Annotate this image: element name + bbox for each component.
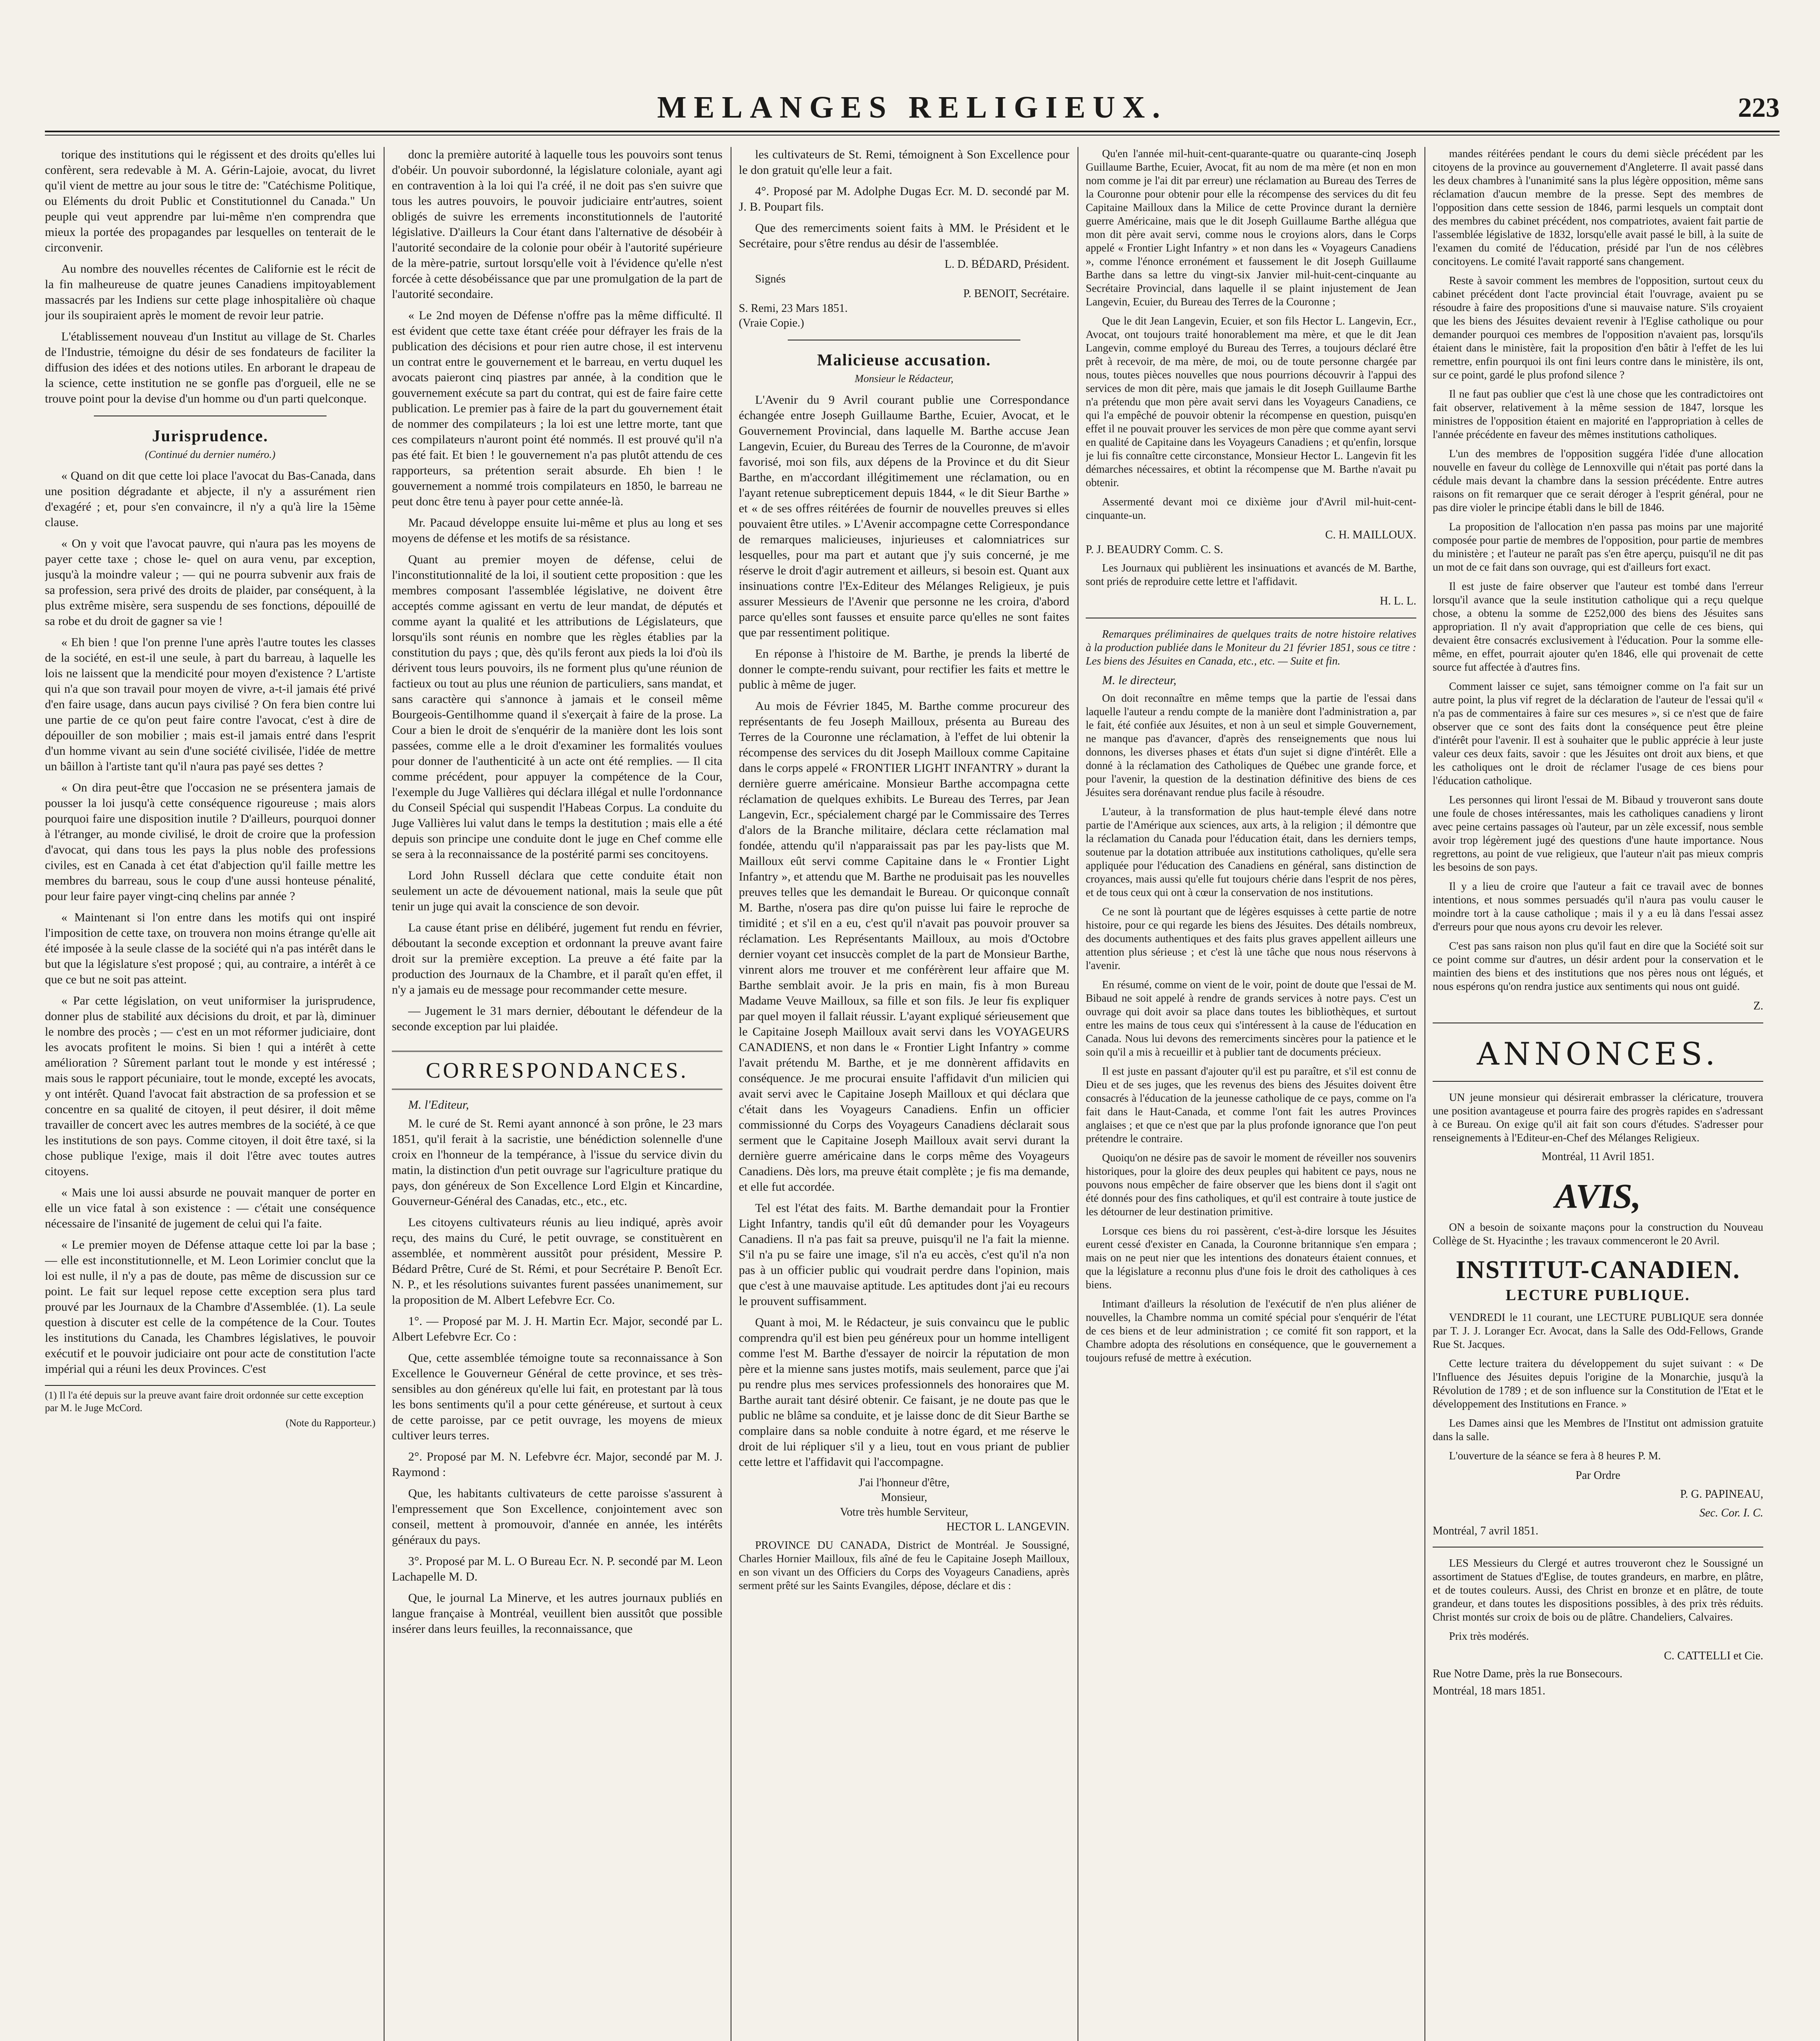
column-divider bbox=[1424, 147, 1425, 2041]
article-paragraph: Quant à moi, M. le Rédacteur, je suis convaincu que le public comprendra qu'il est bien peu généreux pour un homme intelligent comme l'est M. Barthe d'essayer de noircir la réputation de mon père et la mienne sans justes motifs, mais seulement, parce que j'ai pu rendre plus mes services professionnels des honoraires que M. Barthe aurait tant désiré obtenir. Ce faisant, je ne doute pas que le public ne blâme sa conduite, et je laisse donc de dit Sieur Barthe se complaire dans sa noble conduite à notre égard, et me réserve le droit de lui répliquer s'il y a lieu, tout en vous priant de publier cette lettre et l'affidavit qui l'accompagne. bbox=[739, 1316, 1069, 1469]
section-rule bbox=[1433, 1081, 1763, 1082]
article-paragraph: « Mais une loi aussi absurde ne pouvait manquer de porter en elle un vice fatal à son existence : — c'était une conséquence nécessaire de l'insanité de jugement de celui qui l'a faite. bbox=[45, 1186, 376, 1230]
section-heading-malicieuse-accusation: Malicieuse accusation. bbox=[817, 351, 991, 369]
article-paragraph: M. le curé de St. Remi ayant annoncé à son prône, le 23 mars 1851, qu'il ferait à la sacristie, une bénédiction solennelle d'une croix en l'honneur de la tempérance, à l'issue du service divin du matin, la distinction d'un petit ouvrage sur l'agriculture pratique du pays, don généreux de Son Excellence Lord Elgin et Kincardine, Gouverneur-Général des Canadas, etc., etc., etc. bbox=[392, 1117, 722, 1208]
resolution-paragraph: 2°. Proposé par M. N. Lefebvre écr. Major, secondé par M. J. Raymond : bbox=[392, 1450, 722, 1479]
article-paragraph: Tel est l'état des faits. M. Barthe demandait pour la Frontier Light Infantry, tandis qu'il eût dû demander pour les Voyageurs Canadiens. Il n'a pas fait sa preuve, puisqu'il ne l'a fait la mienne. S'il n'a pu se faire une image, s'il n'a eu accès, c'est qu'il n'a non pas à un officier public qui voudrait perdre dans l'opinion, mais que c'est à une mauvaise aptitude. Les aptitudes dont j'ai eu recours le prouvent suffisamment. bbox=[739, 1201, 1069, 1308]
article-paragraph: Ce ne sont là pourtant que de légères esquisses à cette partie de notre histoire, pour ce qui regarde les biens des Jésuites. Des détails nombreux, des documents authentiques et des faits plus graves appellent ailleurs une attention plus sérieuse ; et c'est là une tâche que nous nous réservons à l'avenir. bbox=[1086, 905, 1416, 972]
institut-canadien-heading: INSTITUT-CANADIEN. bbox=[1456, 1256, 1740, 1284]
closing-block bbox=[739, 1476, 1069, 1534]
classified-ad: LES Messieurs du Clergé et autres trouveront chez le Soussigné un assortiment de Statues d'Eglise, de toutes grandeurs, en marbre, en plâtre, et de toutes couleurs. Aussi, des Christ en bronze et en plâtre, de toute grandeur, et dans toutes les dispositions possibles, à des prix très réduits. Christ montés sur croix de bois ou de plâtre. Chandeliers, Calvaires. bbox=[1433, 1557, 1763, 1623]
article-paragraph: L'Avenir du 9 Avril courant publie une Correspondance échangée entre Joseph Guillaume Barthe, Ecuier, Avocat, et le Gouvernement Provincial, dans laquelle M. Barthe accuse Jean Langevin, Ecuier, du Bureau des Terres de la Couronne, de m'avoir favorisé, moi son fils, aux dépens de la Province et du dit Sieur Barthe, en m'accordant illégitimement une réclamation, ou en l'ayant retenue subrepticement depuis 1844, « le dit Sieur Barthe » et « de ses offres réitérées de fournir de nouvelles preuves si elles pouvaient être utiles. » L'Avenir accompagne cette Correspondance de remarques malicieuses, injurieuses et calomniatrices sur lesquelles, pour ma part et autant que j'y suis concerné, je me réserve le droit d'agir autrement et ailleurs, si besoin est. Quant aux insinuations contre l'Ex-Editeur des Mélanges Religieux, je puis assurer Messieurs de l'Avenir que personne ne les croira, d'abord parce qu'elles sont fausses et ensuite parce qu'elles ne sont faites que par ressentiment politique. bbox=[739, 393, 1069, 639]
article-paragraph: « Par cette législation, on veut uniformiser la jurisprudence, donner plus de stabilité aux décisions du droit, et par là, diminuer le nombre des procès ; — c'est en un mot réformer judiciaire, dont les avocats profitent le moins. Si bien ! qui a intérêt à cette amélioration ? Sûrement parlant tout le monde y est intéressé ; mais sous le rapport pécuniaire, tout le monde, excepté les avocats, y ont intérêt. Quand l'avocat fait abstraction de sa profession et se concentre en sa qualité de citoyen, il peut désirer, il doit même travailler de concert avec les autres membres de la société, à ce que les institutions de son pays. Comme citoyen, il doit être taxé, si la chose publique l'exige, mais il doit l'être avec toutes autres citoyens. bbox=[45, 994, 376, 1178]
resolution-paragraph: Que, cette assemblée témoigne toute sa reconnaissance à Son Excellence le Gouverneur Général de cette province, et ses très-sensibles au don généreux qu'elle lui fait, en protestant par là tous les bons sentiments qu'il a pour cette généreuse, et surtout à ceux de cette paroisse, par ce petit ouvrage, les moyens de mieux cultiver leurs terres. bbox=[392, 1351, 722, 1442]
article-paragraph: Au mois de Février 1845, M. Barthe comme procureur des représentants de feu Joseph Mailloux, présenta au Bureau des Terres de la Couronne une réclamation, à l'effet de lui obtenir la récompense des services du dit Joseph Mailloux comme Capitaine dans le corps appelé « FRONTIER LIGHT INFANTRY » durant la dernière guerre américaine. Monsieur Barthe accompagna cette réclamation de quelques exhibits. Le Bureau des Terres, par Jean Langevin, Ecr., spécialement chargé par le Commissaire des Terres d'alors de la Branche militaire, déclara cette réclamation mal fondée, attendu qu'il n'apparaissait pas par les pay-lists que M. Mailloux eût servi comme Capitaine dans le « Frontier Light Infantry », et attendu que M. Barthe ne produisait pas les nouvelles preuves telles que les demandait le Bureau. Or quiconque connaît M. Barthe, n'osera pas dire qu'on puisse lui faire le reproche de timidité ; et s'il en a eu, c'est qu'il n'avait pas pouvoir prouver sa réclamation. Les Représentants Mailloux, au mois d'Octobre dernier voyant cet insuccès complet de la part de Monsieur Barthe, vinrent alors me trouver et me conférèrent leur affaire que M. Barthe semblait avoir. Je la pris en main, fis à mon Bureau Madame Veuve Mailloux, sa fille et son fils. Je leur fis expliquer par quel moyen il fallait réussir. L'ayant expliqué sérieusement que le Capitaine Joseph Mailloux avait servi dans les VOYAGEURS CANADIENS, et non dans le « Frontier Light Infantry » comme l'avait prétendu M. Barthe, et je me donnèrent affidavits en conséquence. Je me procurai ensuite l'affidavit d'un milicien qui avait servi avec le Capitaine Joseph Mailloux et qui déclara que c'était dans les Voyageurs Canadiens. Enfin un officier commissionné du Corps des Voyageurs Canadiens déclarait sous serment que le Capitaine Joseph Mailloux avait servi durant la dernière guerre américaine dans le corps même des Voyageurs Canadiens. Dès lors, ma preuve était complète ; je fis ma demande, et elle fut accordée. bbox=[739, 699, 1069, 1194]
article-paragraph: Les personnes qui liront l'essai de M. Bibaud y trouveront sans doute une foule de choses intéressantes, mais les catholiques canadiens y liront avec peine certains passages où l'auteur, par un zèle excessif, nous semble avoir trop légèrement jugé des questions d'une haute importance. Nous regrettons, au point de vue religieux, que l'auteur n'ait pas mieux compris les besoins de son pays. bbox=[1433, 794, 1763, 873]
article-paragraph: donc la première autorité à laquelle tous les pouvoirs sont tenus d'obéir. Un pouvoir subordonné, la législature coloniale, ayant agi en contravention à la loi qui l'a créé, il ne doit pas s'en suivre que tous les autres pouvoirs, le pouvoir judiciaire entr'autres, soient obligés de suivre les errements inconstitutionnels de l'autorité législative. D'ailleurs la Cour étant dans l'alternative de désobéir à l'autorité secondaire de la colonie pour obéir à l'autorité supérieure de la mère-patrie, surtout lorsqu'elle voit à l'évidence qu'elle n'est forcée à cette désobéissance que par une promulgation de la part de l'autorité secondaire. bbox=[392, 148, 722, 301]
signature-copy-note: (Vraie Copie.) bbox=[739, 317, 804, 329]
section-heading-jurisprudence: Jurisprudence. bbox=[152, 427, 269, 445]
affidavit-paragraph: Que le dit Jean Langevin, Ecuier, et son fils Hector L. Langevin, Ecr., Avocat, ont toujours traité honorablement ma mère, et que le dit Jean Langevin, comme employé du Bureau des Terres, a toujours déclaré être prêt à recevoir, de ma mère, de moi, ou de toute personne chargée par nous, toutes pièces nouvelles que nous pourrions découvrir à l'appui des services de mon dit père, mais que jamais le dit Joseph Guillaume Barthe n'a prétendu que mon père avait servi dans les Voyageurs Canadiens, ce qui l'a empêché de pouvoir obtenir la récompense en question, puisqu'en effet il ne pouvait prouver les services de mon père que comme ayant servi en qualité de Capitaine dans les Voyageurs Canadiens ; et qu'enfin, lorsque je lui fis connaître cette circonstance, Monsieur Hector L. Langevin fit les démarches nécessaires, et obtint la récompense que M. Barthe n'avait pu obtenir. bbox=[1086, 315, 1416, 489]
article-paragraph: En résumé, comme on vient de le voir, point de doute que l'essai de M. Bibaud ne soit appelé à rendre de grands services à notre pays. C'est un ouvrage qui doit avoir sa place dans toutes les bibliothèques, et surtout entre les mains de tous ceux qui s'intéressent à la cause de l'éducation en Canada. Nous lui devons des remerciments sincères pour la patience et le soin qu'il a mis à recueillir et à publier tant de documents précieux. bbox=[1086, 978, 1416, 1058]
resolution-paragraph: Que, le journal La Minerve, et les autres journaux publiés en langue française à Montréal, veuillent bien aussitôt que possible insérer dans leurs feuilles, la reconnaissance, que bbox=[392, 1591, 722, 1636]
affidavit-paragraph: PROVINCE DU CANADA, District de Montréal. Je Soussigné, Charles Hornier Mailloux, fils aîné de feu le Capitaine Joseph Mailloux, en son vivant un des Officiers du Corps des Voyageurs Canadiens, après serment prêté sur les Saints Evangiles, dépose, déclare et dis : bbox=[739, 1539, 1069, 1592]
page-number: 223 bbox=[1738, 92, 1780, 123]
classified-ad: Cette lecture traitera du développement du sujet suivant : « De l'Influence des Jésuites depuis l'origine de la Monarchie, jusqu'à la Révolution de 1789 ; et de son influence sur la Constitution de l'Etat et le développement des Institutions en France. » bbox=[1433, 1357, 1763, 1410]
article-paragraph: On doit reconnaître en même temps que la partie de l'essai dans laquelle l'auteur a rendu compte de la manière dont l'administration a, par le fait, été confiée aux Jésuites, et non à un seul et simple Gouvernement, ne manque pas d'avancer, d'après des renseignements que nous lui donnons, les diverses phases et états d'un sujet si digne d'intérêt. Elle a donné à la réclamation des Catholiques de Québec une grande force, et pour l'avenir, la question de la destination définitive des biens de ces Jésuites sera dorénavant rendue plus facile à résoudre. bbox=[1086, 692, 1416, 798]
intro-paragraph: Au nombre des nouvelles récentes de Californie est le récit de la fin malheureuse de quatre jeunes Canadiens impitoyablement massacrés par les Indiens sur cette plage inhospitalière où chaque jour ils soupiraient après le moment de revoir leur patrie. bbox=[45, 262, 376, 322]
affidavit-signatures bbox=[1086, 528, 1416, 557]
intro-paragraph: L'établissement nouveau d'un Institut au village de St. Charles de l'Industrie, témoigne du désir de ses fondateurs de faciliter la diffusion des idées et des notions utiles. En arborant le drapeau de la science, cette institution ne se gonfle pas d'orgueil, elle ne se trouve point pour la devise d'un homme ou d'un parti quelconque. bbox=[45, 330, 376, 405]
article-paragraph: Mr. Pacaud développe ensuite lui-même et plus au long et ses moyens de défense et les motifs de sa résistance. bbox=[392, 516, 722, 545]
classified-ad: Les Dames ainsi que les Membres de l'Institut ont admission gratuite dans la salle. bbox=[1433, 1417, 1763, 1443]
column-2 bbox=[392, 147, 722, 2041]
ad-date: Montréal, 18 mars 1851. bbox=[1433, 1685, 1546, 1697]
article-paragraph: Lorsque ces biens du roi passèrent, c'est-à-dire lorsque les Jésuites eurent cessé d'exister en Canada, la Couronne britannique s'en empara ; mais on ne peut nier que les intentions des donateurs étaient connues, et que la législature a reconnu plus d'une fois le droit des catholiques à ces biens. bbox=[1086, 1225, 1416, 1291]
article-paragraph: C'est pas sans raison non plus qu'il faut en dire que la Société soit sur ce point comme sur d'autres, un désir ardent pour la conservation et le maintien des biens et des institutions que nos pères nous ont légués, et nous espérons qu'on rendra justice aux sentiments qui nous ont guidé. bbox=[1433, 940, 1763, 992]
column-4 bbox=[1086, 147, 1416, 2041]
footnote-text: (1) Il l'a été depuis sur la preuve avant faire droit ordonnée sur cette exception par M. le Juge McCord. bbox=[45, 1390, 364, 1414]
ad-order-line: Par Ordre bbox=[1576, 1469, 1620, 1482]
section-heading-correspondances: CORRESPONDANCES. bbox=[392, 1051, 722, 1090]
article-paragraph: mandes réitérées pendant le cours du demi siècle précédent par les citoyens de la province au gouvernement d'Angleterre. Il avait passé dans les deux chambres à l'unanimité sans la plus légère opposition, même sans réclamation d'aucun membre de la presse. Sept des membres de l'opposition dans cette session de 1846, parmi lesquels un comptait dont des membres du cabinet précédent, nos compatriotes, avaient fait partie de l'assemblée législative de 1832, lorsqu'elle avait passé le bill, à la suite de l'examen du comité de l'éducation, présidé par l'un de nos célèbres concitoyens. Le comité l'avait rapporté sans changement. bbox=[1433, 147, 1763, 267]
article-paragraph: « Le 2nd moyen de Défense n'offre pas la même difficulté. Il est évident que cette taxe étant créée pour défrayer les frais de la publication des décisions et pour rien autre chose, il est intervenu un contrat entre le gouvernement et le barreau, en vertu duquel les avocats paieront cinq piastres par année, à la condition que le gouvernement exécute sa part du contrat, qui est de faire faire cette publication. Le premier pas à faire de la part du gouvernement était de nommer des compilateurs ; la loi est une lettre morte, tant que ces compilateurs n'auront point été nommés. Il est prouvé qu'il n'a pas été fait. Et bien ! le gouvernement n'a pas plutôt attendu de ces rapporteurs, sa prétention serait absurde. Eh bien ! le gouvernement a nommé trois compilateurs en 1850, le barreau ne peut donc être tenu à payer pour cette année-là. bbox=[392, 309, 722, 508]
newspaper-title: MELANGES RELIGIEUX. bbox=[657, 90, 1167, 125]
column-3 bbox=[739, 147, 1069, 2041]
article-paragraph: — Jugement le 31 mars dernier, déboutant le défendeur de la seconde exception par lui plaidée. bbox=[392, 1004, 722, 1033]
article-paragraph: « Quand on dit que cette loi place l'avocat du Bas-Canada, dans une position dégradante et abjecte, il n'y a assurément rien d'exagéré ; et, pour s'en convaincre, il n'y a qu'à lire la 15ème clause. bbox=[45, 469, 376, 529]
classified-ad: ON a besoin de soixante maçons pour la construction du Nouveau Collège de St. Hyacinthe ; les travaux commenceront le 20 Avril. bbox=[1433, 1221, 1763, 1247]
article-paragraph: La cause étant prise en délibéré, jugement fut rendu en février, déboutant la seconde exception et ordonnant la preuve avant faire droit sur la première exception. La preuve a été faite par la production des Journaux de la Chambre, et il paraît qu'en effet, il n'y a jamais eu de message pour recommander cette mesure. bbox=[392, 921, 722, 996]
signature-label: Signés bbox=[755, 273, 786, 285]
article-paragraph: Il y a lieu de croire que l'auteur a fait ce travail avec de bonnes intentions, et nous sommes persuadés qu'il n'aura pas voulu causer le moindre tort à la cause catholique ; mais il y a eu là dans l'essai assez d'erreurs pour que nous ayons cru devoir les relever. bbox=[1433, 880, 1763, 933]
salutation: M. l'Editeur, bbox=[408, 1098, 469, 1112]
ad-signature-title: Sec. Cor. I. C. bbox=[1699, 1507, 1763, 1519]
notice-paragraph: Les Journaux qui publièrent les insinuations et avancés de M. Barthe, sont priés de reproduire cette lettre et l'affidavit. bbox=[1086, 562, 1416, 587]
commissioner-signature: P. J. BEAUDRY Comm. C. S. bbox=[1086, 543, 1223, 556]
article-paragraph: En réponse à l'histoire de M. Barthe, je prends la liberté de donner le compte-rendu suivant, pour rectifier les faits et mettre le public à même de juger. bbox=[739, 647, 1069, 691]
article-paragraph: Comment laisser ce sujet, sans témoigner comme on l'a fait sur un autre point, la plus vif regret de la déclaration de l'auteur de l'essai qu'il « n'a pas de commentaires à faire sur ces mesures », si ce n'est que de faire observer que ce sont des faits dont la conséquence peut être pleine d'intérêt pour l'avenir. Il est à souhaiter que le public apprécie à leur juste valeur ces deux faits, savoir : que les Jésuites ont droit aux biens, et que les catholiques ont le droit de réclamer l'usage de ces biens pour l'éducation catholique. bbox=[1433, 680, 1763, 787]
section-heading-avis: AVIS, bbox=[1555, 1176, 1641, 1216]
resolution-paragraph: 3°. Proposé par M. L. O Bureau Ecr. N. P. secondé par M. Leon Lachapelle M. D. bbox=[392, 1554, 722, 1583]
ad-date: Montréal, 7 avril 1851. bbox=[1433, 1525, 1538, 1537]
classified-ad: UN jeune monsieur qui désirerait embrasser la cléricature, trouvera une position avantageuse et pourra faire des progrès rapides en s'adressant à ce Bureau. On exige qu'il ait fait son cours d'études. S'adresser pour renseignements à l'Editeur-en-Chef des Mélanges Religieux. bbox=[1433, 1091, 1763, 1144]
signature-block bbox=[739, 257, 1069, 331]
section-subheading: Monsieur le Rédacteur, bbox=[855, 373, 953, 385]
signature-date: S. Remi, 23 Mars 1851. bbox=[739, 302, 848, 315]
resolution-paragraph: 4°. Proposé par M. Adolphe Dugas Ecr. M. D. secondé par M. J. B. Poupart fils. bbox=[739, 185, 1069, 213]
article-paragraph: L'auteur, à la transformation de plus haut-temple élevé dans notre partie de l'Amérique aux sciences, aux arts, à la religion ; il démontre que la réclamation du Canada pour l'éducation était, dans les derniers temps, soutenue par la dotation attribuée aux institutions catholiques, qu'elle sera appliquée pour l'éducation des Canadiens en général, sans distinction de croyances, mais aussi qu'elle fut toujours chérie dans l'esprit de nos pères, et de tous ceux qui ont à cœur la conservation de nos institutions. bbox=[1086, 805, 1416, 898]
closing-line: Votre très humble Serviteur, bbox=[840, 1506, 969, 1519]
article-paragraph: « On y voit que l'avocat pauvre, qui n'aura pas les moyens de payer cette taxe ; chose le- quel on aura venu, par exception, jusqu'à la moindre valeur ; — qui ne pourra subvenir aux frais de sa profession, sera privé des droits de plaider, par conséquent, à la plus extrême misère, sera suspendu de ses fonctions, dépouillé de sa robe et du droit de gagner sa vie ! bbox=[45, 537, 376, 628]
column-1 bbox=[45, 147, 376, 2041]
closing-line: Monsieur, bbox=[881, 1491, 927, 1504]
article-paragraph: L'un des membres de l'opposition suggéra l'idée d'une allocation nouvelle en faveur du collège de Lennoxville qui n'était pas porté dans la cédule mais devant la chambre dans la session précédente. Entre autres raisons on fit remarquer que ce serait déroger à l'esprit général, pour ne pas dire violer le principe établi dans le bill de 1846. bbox=[1433, 447, 1763, 514]
signature-line: P. BENOIT, Secrétaire. bbox=[963, 287, 1069, 300]
ad-date: Montréal, 11 Avril 1851. bbox=[1541, 1150, 1655, 1163]
article-paragraph: Intimant d'ailleurs la résolution de l'exécutif de n'en plus aliéner de nouvelles, la Chambre nomma un comité spécial pour s'enquérir de l'état de ces biens et de leur administration ; ce comité fit son rapport, et la Chambre adopta des résolutions en conséquence, que le gouvernement a toujours refusé de mettre à exécution. bbox=[1086, 1298, 1416, 1364]
affidavit-signature: C. H. MAILLOUX. bbox=[1325, 529, 1416, 541]
masthead bbox=[45, 86, 1780, 135]
lecture-publique-heading: LECTURE PUBLIQUE. bbox=[1505, 1287, 1691, 1304]
article-paragraph: Lord John Russell déclara que cette conduite était non seulement un acte de dévouement national, mais la seule que pût tenir un juge qui avait la conscience de son devoir. bbox=[392, 869, 722, 913]
classified-ad: L'ouverture de la séance se fera à 8 heures P. M. bbox=[1449, 1450, 1661, 1462]
resolution-paragraph: 1°. — Proposé par M. J. H. Martin Ecr. Major, secondé par L. Albert Lefebvre Ecr. Co : bbox=[392, 1314, 722, 1343]
article-paragraph: « Eh bien ! que l'on prenne l'une après l'autre toutes les classes de la société, en est-il une seule, à part du barreau, à laquelle les lois ne laissent que la mendicité pour moyen d'existence ? L'artiste qui n'a que son travail pour moyen de vivre, a-t-il jamais été privé d'en faire usage, dans aucun pays civilisé ? On fera bien contre lui une partie de ce qu'on peut faire contre l'avocat, c'est à dire de dépouiller de son mobilier ; mais est-il jamais entré dans l'esprit d'un homme vivant au sein d'une société civilisée, l'idée de mettre un bâillon à l'artiste tant qu'il n'aura pas payé ses dettes ? bbox=[45, 636, 376, 773]
resolution-paragraph: les cultivateurs de St. Remi, témoignent à Son Excellence pour le don gratuit qu'elle leur a fait. bbox=[739, 148, 1069, 177]
article-signature: Z. bbox=[1753, 1000, 1763, 1012]
article-paragraph: « Le premier moyen de Défense attaque cette loi par la base ; — elle est inconstitutionnelle, et M. Leon Lorimier conclut que la loi est nulle, il n'y a pas de doute, pas même de discussion sur ce point. Le fait sur lequel repose cette exception sera plus tard prouvé par les Journaux de la Chambre d'Assemblée. (1). La seule question à discuter est celle de la compétence de la Cour. Toutes les institutions du Canada, les Chambres législatives, le pouvoir exécutif et le pouvoir judiciaire ont pour acte de constitution l'acte impérial qui a réuni les deux Provinces. C'est bbox=[45, 1238, 376, 1376]
section-heading-annonces: ANNONCES. bbox=[1477, 1036, 1719, 1072]
article-paragraph: La proposition de l'allocation n'en passa pas moins par une majorité composée pour partie de membres de l'opposition, pour partie de membres du ministère ; et l'auteur ne paraît pas s'en être aperçu, puisqu'il ne dit pas un mot de ce fait dans son ouvrage, qui est d'ailleurs fort exact. bbox=[1433, 520, 1763, 573]
article-paragraph: Quant au premier moyen de défense, celui de l'inconstitutionnalité de la loi, il soutient cette proposition : que les membres composant l'assemblée législative, ne doivent être acceptés comme agissant en vertu de leur mandat, de députés et comme ayant la qualité et les attributions de Législateurs, que lorsqu'ils sont réunis en nombre que les règles établies par la constitution du pays ; que, dès qu'ils feront aux pieds la loi d'où ils dérivent tous leurs pouvoirs, ils ne forment plus qu'une réunion de factieux ou tout au plus une réunion de particuliers, sans mandat, et sans caractère qui s'annonce à jamais et le conseil même Bourgeois-Gentilhomme quand il s'exerçait à faire de la prose. La Cour a bien le droit de s'enquérir de la manière dont les lois sont passées, comme elle a le droit d'examiner les formalités voulues pour donner de l'authenticité à un acte ont été remplies. — Il cita comme précédent, pour appuyer la compétence de la Cour, l'exemple du Juge Vallières qui déclara illégal et nulle l'ordonnance du Conseil Spécial qui suspendit l'Habeas Corpus. La conduite du Juge Vallières lui valut dans le temps la destitution ; mais elle a été depuis son principe une conduite dont le juge en Chef comme elle se sera à la reconnaissance de la postérité parmi ses concitoyens. bbox=[392, 553, 722, 861]
masthead-rule bbox=[45, 131, 1780, 132]
remarks-heading: Remarques préliminaires de quelques traits de notre histoire relatives à la production publiée dans le Moniteur du 21 février 1851, sous ce titre : Les biens des Jésuites en Canada, etc., etc. — Suite et fin. bbox=[1086, 628, 1416, 667]
affidavit-paragraph: Qu'en l'année mil-huit-cent-quarante-quatre ou quarante-cinq Joseph Guillaume Barthe, Ecuier, Avocat, fit au nom de ma mère (et non en mon nom comme je l'ai dit par erreur) une réclamation au Bureau des Terres de la Couronne pour obtenir pour elle la récompense des services du dit feu Capitaine Mailloux dans la Milice de cette Province durant la dernière guerre Américaine, mais que le dit Joseph Guillaume Barthe allégua que mon dit père avait servi, comme nous le croyions alors, dans le Corps appelé « Frontier Light Infantry » et non dans les « Voyageurs Canadiens », comme l'énonce erronément et faussement le dit Joseph Guillaume Barthe dans sa lettre du vingt-six Janvier mil-huit-cent-cinquante au Secrétaire Provincial, dans laquelle il se plaint injustement de Jean Langevin, Ecuier, du Bureau des Terres de la Couronne ; bbox=[1086, 147, 1416, 308]
section-subheading: (Continué du dernier numéro.) bbox=[145, 449, 276, 460]
article-paragraph: Reste à savoir comment les membres de l'opposition, surtout ceux du cabinet précédent dont l'acte provincial était l'ouvrage, avaient pu se résoudre à faire des propositions d'une si mauvaise nature. S'ils croyaient que les biens des Jésuites devaient revenir à l'Eglise catholique ou pour demander pourquoi ces membres de l'opposition n'avaient pas, lorsqu'ils étaient dans le ministère, fait la proposition d'en bâtir à l'effet de les lui remettre, enfin pourquoi ils ont fini leurs contre dans le ministère, ils ont, sur ce point, gardé le plus profond silence ? bbox=[1433, 274, 1763, 381]
resolution-paragraph: Que, les habitants cultivateurs de cette paroisse s'assurent à l'empressement que Son Excellence, conjointement avec son conseil, mettent à promouvoir, d'année en année, les intérêts généraux du pays. bbox=[392, 1487, 722, 1547]
article-paragraph: Il est juste en passant d'ajouter qu'il est pu paraître, et s'il est connu de Dieu et de ses juges, que les revenus des biens des Jésuites doivent être consacrés à l'éducation de la jeunesse catholique de ce pays, comme on l'a fait dans le Haut-Canada, et comme l'ont fait les autres Provinces anglaises ; et que ce n'est que par la plus profonde ignorance que l'on peut prétendre le contraire. bbox=[1086, 1065, 1416, 1145]
affidavit-paragraph: Assermenté devant moi ce dixième jour d'Avril mil-huit-cent-cinquante-un. bbox=[1086, 496, 1416, 521]
signature-line: L. D. BÉDARD, Président. bbox=[944, 258, 1069, 271]
initials-signature: H. L. L. bbox=[1380, 595, 1416, 607]
article-paragraph: Il ne faut pas oublier que c'est là une chose que les contradictoires ont fait observer, relativement à la même session de 1847, lorsque les ministres de l'opposition étaient en majorité en l'appropriation à celles de l'année précédente en faveur des mêmes institutions catholiques. bbox=[1433, 388, 1763, 440]
article-paragraph: Il est juste de faire observer que l'auteur est tombé dans l'erreur lorsqu'il avance que la seule institution catholique qui a reçu quelque chose, a obtenu la somme de £252,000 des biens des Jésuites sans appropriation. Il n'y avait d'appropriation que celle de ces biens, qui devaient être consacrés exclusivement à l'éducation. Pour la somme elle-même, en effet, pourrait ajouter qu'en 1846, elle qui provenait de cette source fut affectée à d'autres fins. bbox=[1433, 580, 1763, 673]
ad-signature: C. CATTELLI et Cie. bbox=[1664, 1650, 1763, 1662]
article-paragraph: Quoiqu'on ne désire pas de savoir le moment de réveiller nos souvenirs historiques, pour la gloire des deux peuples qui habitent ce pays, nous ne pouvons nous empêcher de faire observer que les biens dont il s'agit ont été donnés pour des fins catholiques, et qu'il est contraire à toute justice de les détourner de leur destination primitive. bbox=[1086, 1152, 1416, 1218]
closing-line: J'ai l'honneur d'être, bbox=[858, 1476, 950, 1489]
resolution-paragraph: Que des remerciments soient faits à MM. le Président et le Secrétaire, pour s'être rendus au désir de l'assemblée. bbox=[739, 221, 1069, 250]
article-paragraph: Les citoyens cultivateurs réunis au lieu indiqué, après avoir reçu, des mains du Curé, le petit ouvrage, se constituèrent en assemblée, et nommèrent aussitôt pour président, Messire P. Bédard Prêtre, Curé de St. Rémi, et pour Secrétaire P. Benoît Ecr. N. P., et les résolutions suivantes furent passées unanimement, sur la proposition de M. Albert Lefebvre Ecr. Co. bbox=[392, 1216, 722, 1307]
article-paragraph: « On dira peut-être que l'occasion ne se présentera jamais de pousser la loi jusqu'à cette conséquence rigoureuse ; mais alors pourquoi faire une disposition inutile ? D'ailleurs, pourquoi donner à l'étranger, au monde civilisé, le droit de croire que la profession d'avocat, qui dans tous les pays la plus noble des professions civiles, est en Canada à cet état d'abjection qu'il faille mettre les membres du barreau, sous le coup d'une aussi honteuse pénalité, pour leur faire payer vingt-cinq chelins par année ? bbox=[45, 781, 376, 903]
footnote-attribution: (Note du Rapporteur.) bbox=[285, 1418, 376, 1429]
masthead-rule-thin bbox=[45, 135, 1780, 136]
column-5 bbox=[1433, 147, 1763, 2041]
ad-signature: P. G. PAPINEAU, bbox=[1680, 1488, 1763, 1501]
classified-ad: Prix très modérés. bbox=[1449, 1630, 1529, 1642]
closing-signature: HECTOR L. LANGEVIN. bbox=[946, 1521, 1069, 1533]
salutation: M. le directeur, bbox=[1102, 674, 1177, 687]
article-paragraph: « Maintenant si l'on entre dans les motifs qui ont inspiré l'imposition de cette taxe, on trouvera non moins étrange qu'elle ait été imposée à la seule classe de la société qui n'a pas intérêt dans le but que la législature s'est proposé ; qui, au contraire, a intérêt à ce que ce but ne soit pas atteint. bbox=[45, 911, 376, 986]
ad-address: Rue Notre Dame, près la rue Bonsecours. bbox=[1433, 1667, 1622, 1680]
classified-ad: VENDREDI le 11 courant, une LECTURE PUBLIQUE sera donnée par T. J. J. Loranger Ecr. Avocat, dans la Salle des Odd-Fellows, Grande Rue St. Jacques. bbox=[1433, 1311, 1763, 1350]
intro-paragraph: torique des institutions qui le régissent et des droits qu'elles lui confèrent, sera redevable à M. A. Gérin-Lajoie, avocat, du livret qu'il vient de mettre au jour sous le titre de: "Catéchisme Politique, ou Eléments du droit Public et Constitutionnel du Canada." Un peuple qui veut apprendre par lui-même n'en comprendra que mieux la portée des propagandes par lesquelles on tenterait de le circonvenir. bbox=[45, 148, 376, 254]
footnote bbox=[45, 1385, 376, 1430]
